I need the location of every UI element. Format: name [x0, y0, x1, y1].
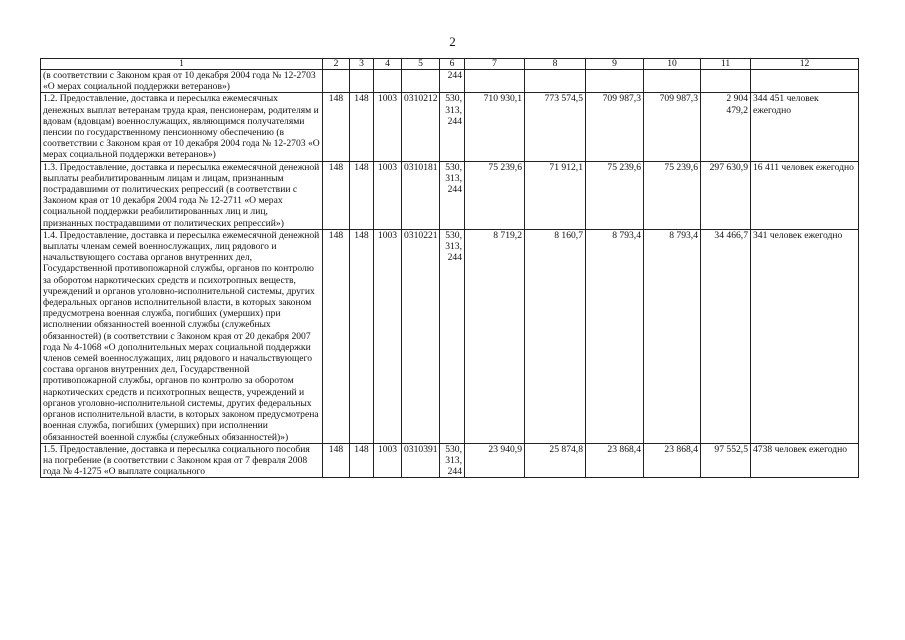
amount-cell: 710 930,1 [465, 93, 525, 161]
budget-table [40, 58, 859, 478]
code-grbs [323, 70, 350, 93]
code-expense-type: 530, 313, 244 [440, 443, 465, 478]
code-section [374, 70, 402, 93]
amount-cell: 25 874,8 [525, 443, 586, 478]
measure-description: 1.3. Предоставление, доставка и пересылка ежемесячной денежной выплаты реабилитированным лицам и лицам, признанным пострадавшими от политических репрессий (в соответствии с Законом края от 10 декабря 2004 года № 12-2711 «О мерах социальной поддержки реабилитированных лиц и лиц, признанных пострадавшими от политических репрессий») [41, 161, 323, 229]
table-row [41, 443, 859, 478]
table-row [41, 161, 859, 229]
expected-result: 16 411 человек ежегодно [751, 161, 859, 229]
measure-description: 1.4. Предоставление, доставка и пересылка ежемесячной денежной выплаты членам семей военнослужащих, лиц рядового и начальствующего состава органов внутренних дел, Государственной противопожарной службы, органов по контролю за оборотом наркотических средств и психотропных веществ, учреждений и органов уголовно-исполнительной системы, других федеральных органов исполнительной власти, в которых законом предусмотрена военная служба, погибших (умерших) при исполнении обязанностей военной службы (служебных обязанностей) (в соответствии с Законом края от 20 декабря 2007 года № 4-1068 «О дополнительных мерах социальной поддержки членов семей военнослужащих, лиц рядового и начальствующего состава органов внутренних дел, Государственной противопожарной службы, органов по контролю за оборотом наркотических средств и психотропных веществ, учреждений и органов уголовно-исполнительной системы, других федеральных органов исполнительной власти, в которых законом предусмотрена военная служба, погибших (умерших) при исполнении обязанностей военной службы (служебных обязанностей)») [41, 229, 323, 443]
total-cell: 297 630,9 [701, 161, 751, 229]
measure-description: 1.2. Предоставление, доставка и пересылка ежемесячных денежных выплат ветеранам труда края, пенсионерам, родителям и вдовам (вдовцам) военнослужащих, являющимся получателями пенсии по государственному пенсионному обеспечению (в соответствии с Законом края от 10 декабря 2004 года № 12-2703 «О мерах социальной поддержки ветеранов») [41, 93, 323, 161]
code-target: 0310391 [402, 443, 440, 478]
header-cell: 8 [525, 59, 586, 70]
total-cell: 34 466,7 [701, 229, 751, 443]
code-expense-type: 244 [440, 70, 465, 93]
code-grbs-2: 148 [350, 443, 374, 478]
header-cell: 1 [41, 59, 323, 70]
expected-result [751, 70, 859, 93]
header-cell: 9 [586, 59, 644, 70]
code-grbs-2: 148 [350, 229, 374, 443]
amount-cell: 71 912,1 [525, 161, 586, 229]
amount-cell [644, 70, 701, 93]
table-row [41, 93, 859, 161]
amount-cell: 773 574,5 [525, 93, 586, 161]
total-cell: 2 904 479,2 [701, 93, 751, 161]
code-grbs: 148 [323, 443, 350, 478]
code-target: 0310221 [402, 229, 440, 443]
amount-cell: 23 868,4 [586, 443, 644, 478]
code-grbs-2: 148 [350, 93, 374, 161]
amount-cell: 709 987,3 [586, 93, 644, 161]
page-number: 2 [449, 34, 456, 49]
header-cell: 10 [644, 59, 701, 70]
amount-cell [586, 70, 644, 93]
total-cell: 97 552,5 [701, 443, 751, 478]
amount-cell: 709 987,3 [644, 93, 701, 161]
amount-cell: 8 160,7 [525, 229, 586, 443]
total-cell [701, 70, 751, 93]
header-cell: 12 [751, 59, 859, 70]
expected-result: 4738 человек ежегодно [751, 443, 859, 478]
code-grbs: 148 [323, 229, 350, 443]
amount-cell [465, 70, 525, 93]
header-cell: 2 [323, 59, 350, 70]
header-row [41, 59, 859, 70]
amount-cell: 75 239,6 [644, 161, 701, 229]
header-cell: 3 [350, 59, 374, 70]
amount-cell: 8 719,2 [465, 229, 525, 443]
measure-description: (в соответствии с Законом края от 10 декабря 2004 года № 12-2703 «О мерах социальной поддержки ветеранов») [41, 70, 323, 93]
table-row [41, 70, 859, 93]
code-expense-type: 530, 313, 244 [440, 93, 465, 161]
header-cell: 7 [465, 59, 525, 70]
code-grbs: 148 [323, 93, 350, 161]
header-cell: 6 [440, 59, 465, 70]
header-cell: 11 [701, 59, 751, 70]
code-section: 1003 [374, 93, 402, 161]
code-target [402, 70, 440, 93]
code-section: 1003 [374, 443, 402, 478]
amount-cell: 8 793,4 [644, 229, 701, 443]
code-expense-type: 530, 313, 244 [440, 229, 465, 443]
amount-cell: 23 940,9 [465, 443, 525, 478]
amount-cell: 75 239,6 [586, 161, 644, 229]
code-grbs: 148 [323, 161, 350, 229]
amount-cell [525, 70, 586, 93]
measure-description: 1.5. Предоставление, доставка и пересылка социального пособия на погребение (в соответствии с Законом края от 7 февраля 2008 года № 4-1275 «О выплате социального [41, 443, 323, 478]
expected-result: 341 человек ежегодно [751, 229, 859, 443]
expected-result: 344 451 человек ежегодно [751, 93, 859, 161]
table-row [41, 229, 859, 443]
code-target: 0310212 [402, 93, 440, 161]
code-section: 1003 [374, 229, 402, 443]
amount-cell: 23 868,4 [644, 443, 701, 478]
code-expense-type: 530, 313, 244 [440, 161, 465, 229]
code-grbs-2 [350, 70, 374, 93]
amount-cell: 75 239,6 [465, 161, 525, 229]
header-cell: 4 [374, 59, 402, 70]
code-grbs-2: 148 [350, 161, 374, 229]
code-section: 1003 [374, 161, 402, 229]
amount-cell: 8 793,4 [586, 229, 644, 443]
header-cell: 5 [402, 59, 440, 70]
code-target: 0310181 [402, 161, 440, 229]
